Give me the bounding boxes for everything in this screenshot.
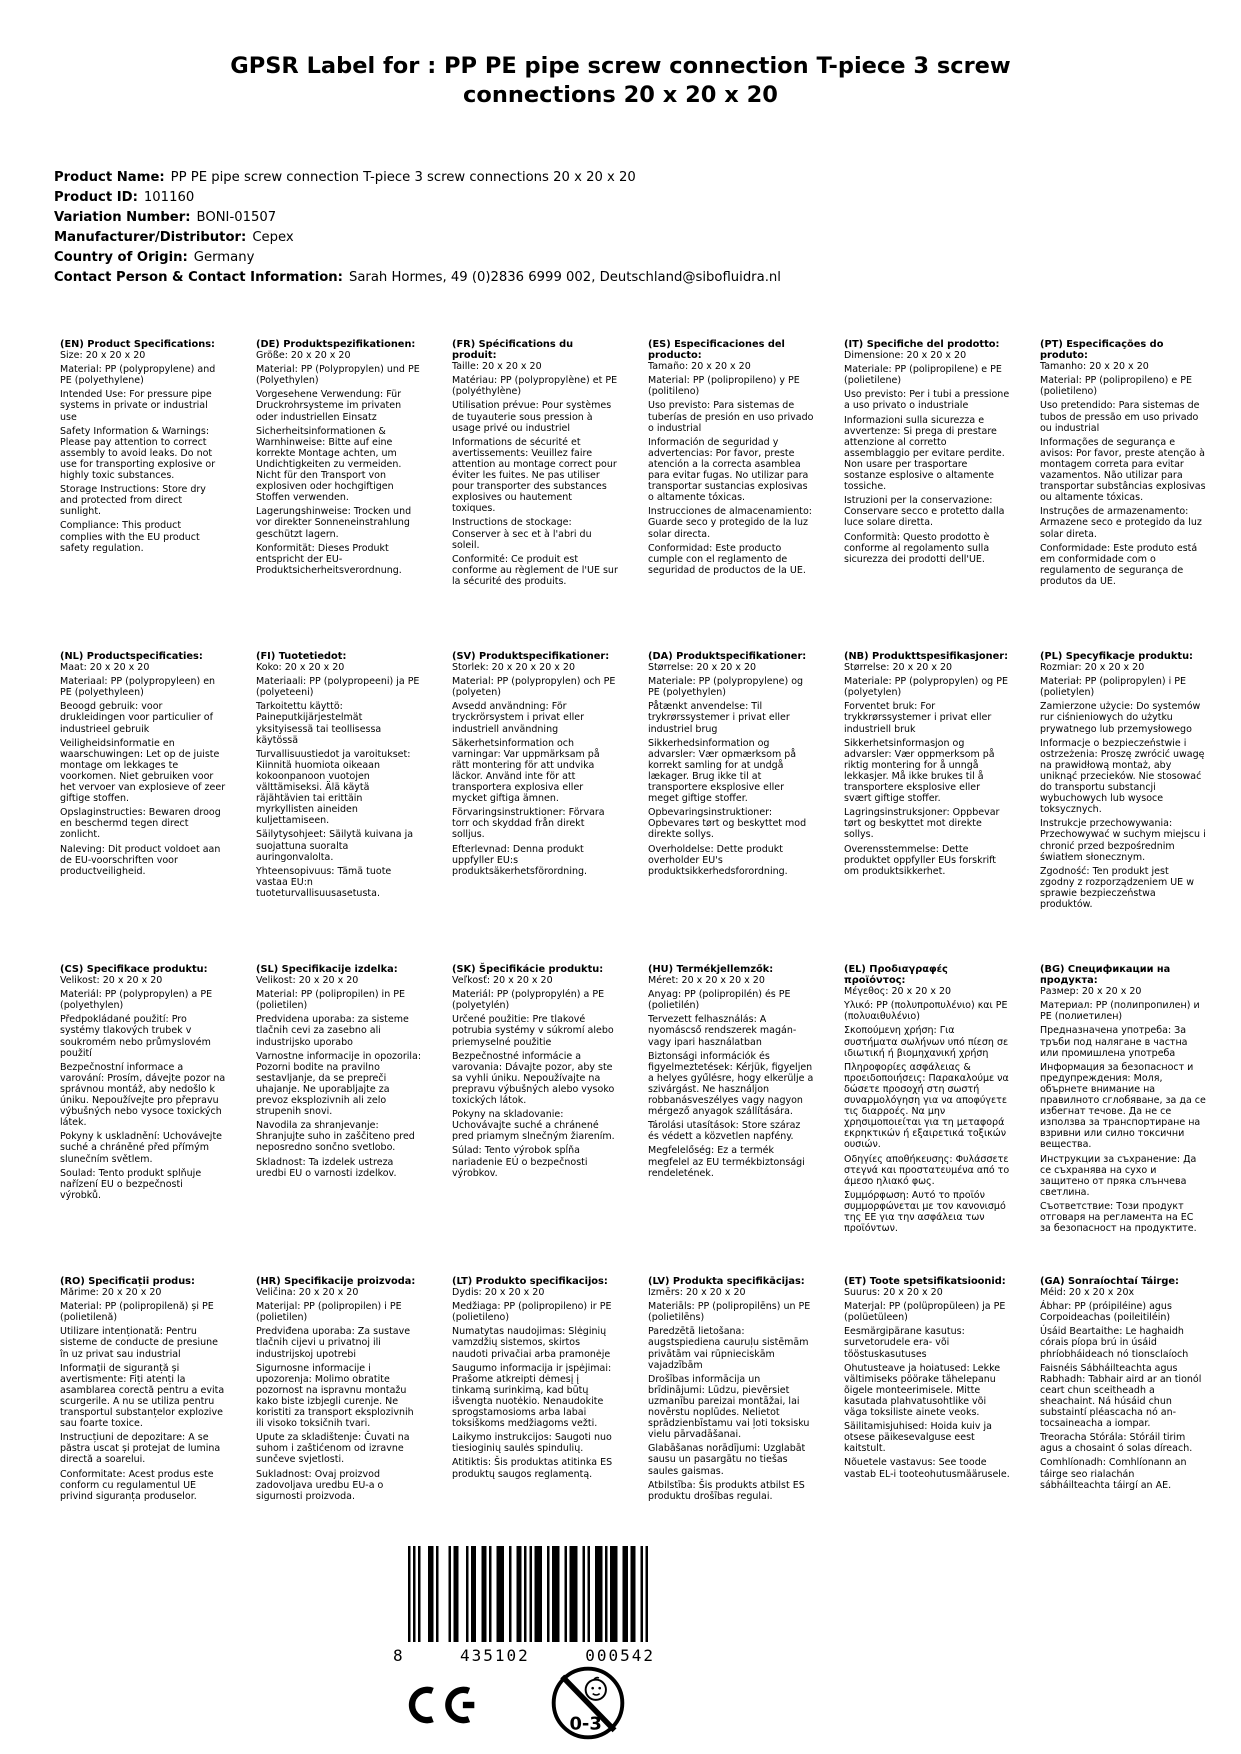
language-block-header: (HR) Specifikacije proizvoda: (256, 1276, 416, 1287)
language-block-paragraph: Størrelse: 20 x 20 x 20 (844, 662, 953, 674)
language-block-paragraph: Predvidena uporaba: za sisteme tlačnih cevi za zasebno ali industrijsko uporabo (256, 1014, 409, 1048)
language-block-paragraph: Instrucciones de almacenamiento: Guarde seco y protegido de la luz solar directa. (648, 506, 812, 540)
language-block-header: (EN) Product Specifications: (60, 339, 215, 350)
language-block-paragraph: Pokyny k uskladnění: Uchovávejte suché a chráněné před přímým slunečním světlem. (60, 1131, 223, 1165)
product-info-row (54, 268, 781, 288)
language-block-paragraph: Conformidad: Este producto cumple con el reglamento de seguridad de productos de la UE. (648, 542, 806, 576)
language-block-paragraph: Uso previsto: Para sistemas de tuberías de presión en uso privado o industrial (648, 400, 814, 434)
language-block-header: (BG) Спецификации на продукта: (1040, 964, 1171, 987)
barcode-digit-group: 8 (393, 1646, 405, 1665)
product-info-row (54, 208, 781, 228)
language-block-paragraph: Μέγεθος: 20 x 20 x 20 (844, 986, 952, 998)
language-block-paragraph: Material: PP (polypropylen) och PE (polyeten) (452, 676, 616, 699)
language-block-paragraph: Naleving: Dit product voldoet aan de EU-voorschriften voor productveiligheid. (60, 843, 221, 877)
product-info-row (54, 188, 781, 208)
product-info-row (54, 168, 781, 188)
language-block-paragraph: Instrukcje przechowywania: Przechowywać w suchym miejscu i chronić przed bezpośrednim światłem słonecznym. (1040, 818, 1206, 863)
language-block-paragraph: Tamanho: 20 x 20 x 20 (1040, 361, 1149, 373)
language-block-paragraph: Méret: 20 x 20 x 20 x 20 (648, 975, 765, 987)
language-block-paragraph: Dimensione: 20 x 20 x 20 (844, 350, 967, 362)
product-info-value: Sarah Hormes, 49 (0)2836 6999 002, Deutschland@sibofluidra.nl (348, 270, 781, 285)
language-block-paragraph: Συμμόρφωση: Αυτό το προϊόν συμμορφώνεται με τον κανονισμό της ΕΕ για την ασφάλεια των προϊόντων. (844, 1189, 1006, 1235)
language-grid (60, 339, 1206, 1502)
barcode-digit-group: 435102 (460, 1646, 530, 1665)
language-block-paragraph: Οδηγίες αποθήκευσης: Φυλάσσετε στεγνά και προστατευμένα από το άμεσο ηλιακό φως. (844, 1153, 1010, 1187)
language-block-paragraph: Säilytysohjeet: Säilytä kuivana ja suojattuna suoralta auringonvalolta. (256, 829, 414, 863)
language-block-cs (60, 964, 226, 1276)
language-block-paragraph: Tárolási utasítások: Store száraz és védett a közvetlen napfény. (648, 1120, 801, 1143)
language-block-header: (GA) Sonraíochtaí Táirge: (1040, 1276, 1179, 1287)
language-block-paragraph: Avsedd användning: För tryckrörsystem i privat eller industriell användning (452, 701, 585, 735)
language-block-paragraph: Dydis: 20 x 20 x 20 (452, 1287, 545, 1299)
language-block-header: (PT) Especificações do produto: (1040, 339, 1164, 362)
language-block-header: (SL) Specifikacije izdelka: (256, 964, 398, 975)
language-block-paragraph: Lagringsinstruksjoner: Oppbevar tørt og beskyttet mot direkte sollys. (844, 807, 1000, 841)
language-block-paragraph: Upute za skladištenje: Čuvati na suhom i zaštićenom od izravne sunčeve svjetlosti. (256, 1432, 410, 1466)
language-block-paragraph: Conformitate: Acest produs este conform cu regulamentul UE privind siguranța produselor. (60, 1468, 214, 1502)
language-block-paragraph: Navodila za shranjevanje: Shranjujte suho in zaščiteno pred neposredno sončno svetlobo. (256, 1120, 415, 1154)
product-info-value: 101160 (143, 190, 195, 205)
language-block-nb (844, 651, 1010, 964)
language-block-paragraph: Lagerungshinweise: Trocken und vor direkter Sonneneinstrahlung geschützt lagern. (256, 506, 412, 540)
language-block-paragraph: Material: PP (polipropileno) y PE (politileno) (648, 375, 800, 398)
barcode-digits (393, 1646, 655, 1665)
page-title: GPSR Label for : PP PE pipe screw connection T-piece 3 screw connections 20 x 20 x 20 (230, 53, 1011, 108)
language-block-paragraph: Säilitamisjuhised: Hoida kuiv ja otsese päikesevalguse eest kaitstult. (844, 1421, 992, 1455)
language-block-es (648, 339, 814, 651)
age-warning-0-3-icon (549, 1664, 627, 1742)
product-info (54, 168, 781, 288)
language-block-fi (256, 651, 422, 964)
language-block-paragraph: Materiál: PP (polypropylén) a PE (polyetylén) (452, 989, 605, 1012)
language-block-pl (1040, 651, 1206, 964)
language-block-paragraph: Tarkoitettu käyttö: Paineputkijärjestelmät yksityisessä tai teollisessa käytössä (256, 701, 382, 746)
language-block-paragraph: Informazioni sulla sicurezza e avvertenze: Si prega di prestare attenzione al corretto assemblaggio per evitare perdite. Non usare per trasportare sostanze esplosive o altamente tossiche. (844, 414, 1005, 493)
language-block-paragraph: Safety Information & Warnings: Please pay attention to correct assembly to avoid leaks. Do not use for transporting explosive or highly toxic substances. (60, 425, 216, 482)
language-block-paragraph: Materiale: PP (polipropilene) e PE (polietilene) (844, 364, 1002, 387)
language-block-paragraph: Předpokládané použití: Pro systémy tlakových trubek v soukromém nebo průmyslovém použití (60, 1014, 211, 1059)
language-block-sk (452, 964, 618, 1276)
language-block-lt (452, 1276, 618, 1502)
language-block-paragraph: Nõuetele vastavus: See toode vastab EL-i tooteohutusmäärusele. (844, 1457, 1010, 1480)
language-block-fr (452, 339, 618, 651)
language-block-paragraph: Koko: 20 x 20 x 20 (256, 662, 345, 674)
product-info-row (54, 248, 781, 268)
language-block-paragraph: Материал: PP (полипропилен) и PE (полиетилен) (1040, 1000, 1200, 1023)
language-block-nl (60, 651, 226, 964)
language-block-bg (1040, 964, 1206, 1276)
language-block-de (256, 339, 422, 651)
language-block-header: (NB) Produkttspesifikasjoner: (844, 651, 1008, 662)
language-block-el (844, 964, 1010, 1276)
language-block-paragraph: Určené použitie: Pre tlakové potrubia systémy v súkromí alebo priemyselné použitie (452, 1014, 614, 1048)
language-block-paragraph: Instructions de stockage: Conserver à sec et à l'abri du soleil. (452, 517, 592, 551)
language-block-header: (LT) Produkto specifikacijos: (452, 1276, 608, 1287)
language-block-paragraph: Size: 20 x 20 x 20 (60, 350, 146, 362)
language-block-paragraph: Soulad: Tento produkt splňuje nařízení EU o bezpečnosti výrobků. (60, 1167, 202, 1201)
language-block-paragraph: Materiál: PP (polypropylen) a PE (polyethylen) (60, 989, 213, 1012)
language-block-paragraph: Izmērs: 20 x 20 x 20 (648, 1287, 746, 1299)
language-block-sv (452, 651, 618, 964)
language-block-paragraph: Bezpečnostné informácie a varovania: Dávajte pozor, aby ste sa vyhli úniku. Nepoužívajte na prepravu výbušných alebo vysoko toxických látok. (452, 1050, 615, 1107)
language-block-header: (RO) Specificații produs: (60, 1276, 195, 1287)
language-block-paragraph: Υλικό: PP (πολυπροπυλένιο) και PE (πολυαιθυλένιο) (844, 1000, 1008, 1023)
language-block-ga (1040, 1276, 1206, 1502)
language-block-paragraph: Compliance: This product complies with the EU product safety regulation. (60, 520, 200, 554)
language-block-paragraph: Drošības informācija un brīdinājumi: Lūdzu, pievērsiet uzmanību pareizai montāžai, lai novērstu noplūdes. Nelietot sprādzienbīstamu vai ļoti toksisku vielu pārvadāšanai. (648, 1373, 810, 1441)
language-block-paragraph: Sukladnost: Ovaj proizvod zadovoljava uredbu EU-a o sigurnosti proizvoda. (256, 1468, 384, 1502)
language-block-paragraph: Yhteensopivuus: Tämä tuote vastaa EU:n tuoteturvallisuusasetusta. (256, 865, 392, 899)
language-block-paragraph: Informações de segurança e avisos: Por favor, preste atenção à montagem correta para evitar vazamentos. Não utilizar para transportar substâncias explosivas ou altamente tóxicas. (1040, 436, 1206, 504)
language-block-paragraph: Tamaño: 20 x 20 x 20 (648, 361, 751, 373)
language-block-header: (ET) Toote spetsifikatsioonid: (844, 1276, 1006, 1287)
language-block-paragraph: Varnostne informacije in opozorila: Pozorni bodite na pravilno sestavljanje, da se prepreči uhajanje. Ne uporabljajte za prevoz eksplozivnih ali zelo strupenih snovi. (256, 1050, 422, 1118)
language-block-paragraph: Materiale: PP (polypropylene) og PE (polyethylen) (648, 676, 804, 699)
language-block-paragraph: Tervezett felhasználás: A nyomáscső rendszerek magán- vagy ipari használatban (648, 1014, 797, 1048)
product-info-row (54, 228, 781, 248)
language-block-paragraph: Информация за безопасност и предупреждения: Моля, обърнете внимание на правилното сглобяване, за да се избегнат течове. Да не се използва за транспортиране на взривни или силно токсични вещества. (1040, 1061, 1206, 1151)
language-block-paragraph: Material: PP (Polypropylen) und PE (Polyethylen) (256, 364, 420, 387)
language-block-lv (648, 1276, 814, 1502)
language-block-paragraph: Materiaal: PP (polypropyleen) en PE (polyethyleen) (60, 676, 216, 699)
language-block-paragraph: Πληροφορίες ασφάλειας & προειδοποιήσεις: Παρακαλούμε να δώσετε προσοχή στη σωστή συναρμολόγηση για να αποφύγετε τις διαρροές. Να μην χρησιμοποιείται για τη μεταφορά εκρηκτικών ή εξαιρετικά τοξικών ουσιών. (844, 1061, 1009, 1151)
baby-face-icon (586, 1680, 606, 1700)
language-block-paragraph: Съответствие: Този продукт отговаря на регламента на ЕС за безопасност на продуктите. (1040, 1200, 1197, 1235)
language-block-paragraph: Información de seguridad y advertencias: Por favor, preste atención a la correcta asamblea para evitar fugas. No utilizar para transportar sustancias explosivas o altamente tóxicas. (648, 436, 809, 504)
language-block-paragraph: Maat: 20 x 20 x 20 (60, 662, 150, 674)
language-block-paragraph: Storage Instructions: Store dry and protected from direct sunlight. (60, 484, 206, 518)
language-block-paragraph: Overholdelse: Dette produkt overholder EU's produktsikkerhedsforordning. (648, 843, 788, 877)
language-block-paragraph: Biztonsági információk és figyelmeztetések: Kérjük, figyeljen a helyes gyűlésre, hogy elkerülje a szivárgást. Ne használjon robbanásveszélyes vagy nagyon mérgező anyagok szállítására. (648, 1050, 814, 1118)
language-block-ro (60, 1276, 226, 1502)
language-block-paragraph: Turvallisuustiedot ja varoitukset: Kiinnitä huomiota oikeaan kokoonpanoon vuotojen välttämiseksi. Älä käytä räjähtävien tai erittäin myrkyllisten aineiden kuljettamiseen. (256, 748, 411, 827)
product-info-label: Country of Origin: (54, 250, 188, 265)
language-block-paragraph: Pokyny na skladovanie: Uchovávajte suché a chránené pred priamym slnečným žiarením. (452, 1109, 615, 1143)
language-block-paragraph: Veličina: 20 x 20 x 20 (256, 1287, 359, 1299)
language-block-et (844, 1276, 1010, 1502)
language-block-paragraph: Eesmärgipärane kasutus: survetorudele era- või tööstuskasutuses (844, 1326, 965, 1360)
age-warning-text: 0-3 (569, 1713, 602, 1735)
language-block-header: (DE) Produktspezifikationen: (256, 339, 416, 350)
language-block-paragraph: Storlek: 20 x 20 x 20 x 20 (452, 662, 576, 674)
product-info-value: Germany (193, 250, 255, 265)
language-block-paragraph: Predviđena uporaba: Za sustave tlačnih cijevi u privatnoj ili industrijskoj upotrebi (256, 1326, 411, 1360)
language-block-paragraph: Säkerhetsinformation och varningar: Var uppmärksam på rätt montering för att undvika läckor. Använd inte för att transportera explosiva eller mycket giftiga ämnen. (452, 737, 600, 805)
language-block-paragraph: Ábhar: PP (próipiléine) agus Corpoideachas (poileitiléin) (1040, 1301, 1172, 1324)
product-info-label: Contact Person & Contact Information: (54, 270, 343, 285)
language-block-hr (256, 1276, 422, 1502)
language-block-paragraph: Konformität: Dieses Produkt entspricht der EU-Produktsicherheitsverordnung. (256, 542, 402, 576)
language-block-paragraph: Efterlevnad: Denna produkt uppfyller EU:s produktsäkerhetsförordning. (452, 843, 588, 877)
language-block-paragraph: Velikost: 20 x 20 x 20 (256, 975, 359, 987)
language-block-pt (1040, 339, 1206, 651)
language-block-hu (648, 964, 814, 1276)
language-block-header: (SK) Špecifikácie produktu: (452, 964, 604, 975)
language-block-paragraph: Sigurnosne informacije i upozorenja: Molimo obratite pozornost na ispravnu montažu kako biste izbjegli curenje. Ne koristiti za transport eksplozivnih ili visoko toksičnih tvari. (256, 1362, 414, 1430)
product-info-label: Product ID: (54, 190, 138, 205)
language-block-paragraph: Matériau: PP (polypropylène) et PE (polyéthylène) (452, 375, 618, 398)
language-block-header: (HU) Termékjellemzők: (648, 964, 774, 975)
language-block-paragraph: Påtænkt anvendelse: Til trykrørssystemer i privat eller industriel brug (648, 701, 790, 735)
language-block-header: (FI) Tuotetiedot: (256, 651, 347, 662)
language-block-paragraph: Instrucțiuni de depozitare: A se păstra uscat și protejat de lumina directă a soarelui. (60, 1432, 221, 1466)
language-block-paragraph: Sicherheitsinformationen & Warnhinweise: Bitte auf eine korrekte Montage achten, um Undichtigkeiten zu vermeiden. Nicht für den Transport von explosiven oder hochgiftigen Stoffen verwenden. (256, 425, 402, 504)
language-block-paragraph: Numatytas naudojimas: Slėginių vamzdžių sistemos, skirtos naudoti privačiai arba pramonėje (452, 1326, 611, 1360)
language-block-paragraph: Velikost: 20 x 20 x 20 (60, 975, 163, 987)
language-block-paragraph: Sikkerhetsinformasjon og advarsler: Vær oppmerksom på riktig montering for å unngå lekkasjer. Må ikke brukes til å transportere eksplosive eller svært giftige stoffer. (844, 737, 995, 805)
language-block-paragraph: Vorgesehene Verwendung: Für Druckrohrsysteme im privaten oder industriellen Einsatz (256, 389, 402, 423)
language-block-paragraph: Rozmiar: 20 x 20 x 20 (1040, 662, 1145, 674)
ean13-barcode (408, 1546, 648, 1642)
product-info-label: Variation Number: (54, 210, 191, 225)
language-block-paragraph: Skladnost: Ta izdelek ustreza uredbi EU o varnosti izdelkov. (256, 1156, 397, 1179)
language-block-da (648, 651, 814, 964)
language-block-paragraph: Utilisation prévue: Pour systèmes de tuyauterie sous pression à usage privé ou industriel (452, 400, 612, 434)
language-block-header: (DA) Produktspecifikationer: (648, 651, 807, 662)
language-block-paragraph: Anyag: PP (polipropilén) és PE (polietilén) (648, 989, 791, 1012)
language-block-paragraph: Taille: 20 x 20 x 20 (452, 361, 542, 373)
language-block-paragraph: Предназначена употреба: За тръби под налягане в частна или промишлена употреба (1040, 1025, 1188, 1059)
language-block-header: (LV) Produkta specifikācijas: (648, 1276, 805, 1287)
language-block-paragraph: Comhlíonadh: Comhlíonann an táirge seo rialachán sábháilteachta táirgí an AE. (1040, 1457, 1187, 1491)
language-block-header: (ES) Especificaciones del producto: (648, 339, 785, 362)
language-block-paragraph: Uso previsto: Per i tubi a pressione a uso privato o industriale (844, 389, 1010, 412)
language-block-it (844, 339, 1010, 651)
language-block-paragraph: Utilizare intenționată: Pentru sisteme de conducte de presiune în uz privat sau industrial (60, 1326, 218, 1360)
language-block-paragraph: Informations de sécurité et avertissements: Veuillez faire attention au montage correct pour éviter les fuites. Ne pas utiliser pour transporter des substances explosives ou hautement toxiques. (452, 436, 617, 515)
product-info-label: Product Name: (54, 170, 165, 185)
language-block-paragraph: Conformidade: Este produto está em conformidade com o regulamento de segurança de produtos da UE. (1040, 542, 1198, 587)
language-block-paragraph: Súlad: Tento výrobok spĺňa nariadenie EÚ o bezpečnosti výrobkov. (452, 1145, 588, 1179)
language-block-paragraph: Beoogd gebruik: voor drukleidingen voor particulier of industrieel gebruik (60, 701, 213, 735)
language-block-paragraph: Størrelse: 20 x 20 x 20 (648, 662, 757, 674)
barcode-digit-group: 000542 (585, 1646, 655, 1665)
language-block-paragraph: Intended Use: For pressure pipe systems in private or industrial use (60, 389, 212, 423)
language-block-paragraph: Saugumo informacija ir įspėjimai: Prašome atkreipti dėmesį į tinkamą surinkimą, kad būtų išvengta nuotėkio. Nenaudokite sprogstamosioms arba labai toksiškoms medžiagoms vežti. (452, 1362, 612, 1430)
language-block-paragraph: Materiāls: PP (polipropilēns) un PE (polietilēns) (648, 1301, 811, 1324)
language-block-header: (EL) Προδιαγραφές προϊόντος: (844, 964, 948, 987)
language-block-header: (FR) Spécifications du produit: (452, 339, 574, 362)
language-block-paragraph: Úsáid Beartaithe: Le haghaidh córais píopa brú in úsáid phríobháideach nó tionsclaíoch (1040, 1326, 1189, 1360)
language-block-paragraph: Megfelelőség: Ez a termék megfelel az EU termékbiztonsági rendeletének. (648, 1145, 805, 1179)
language-block-paragraph: Sikkerhedsinformation og advarsler: Vær opmærksom på korrekt samling for at undgå lækager. Brug ikke til at transportere eksplosive eller meget giftige stoffer. (648, 737, 797, 805)
product-info-value: BONI-01507 (196, 210, 277, 225)
language-block-paragraph: Инструкции за съхранение: Да се съхранява на сухо и защитено от пряка слънчева светлина. (1040, 1153, 1197, 1198)
language-block-header: (SV) Produktspecifikationer: (452, 651, 610, 662)
language-block-paragraph: Overensstemmelse: Dette produktet oppfyller EUs forskrift om produktsikkerhet. (844, 843, 997, 877)
language-block-paragraph: Materjal: PP (polüpropüleen) ja PE (polüetüleen) (844, 1301, 1006, 1324)
language-block-header: (IT) Specifiche del prodotto: (844, 339, 1000, 350)
language-block-paragraph: Размер: 20 x 20 x 20 (1040, 986, 1142, 998)
language-block-paragraph: Zamierzone użycie: Do systemów rur ciśnieniowych do użytku prywatnego lub przemysłowego (1040, 701, 1201, 735)
language-block-paragraph: Veiligheidsinformatie en waarschuwingen: Let op de juiste montage om lekkages te voorkomen. Niet gebruiken voor het vervoer van explosieve of zeer giftige stoffen. (60, 737, 226, 805)
language-block-paragraph: Treoracha Stórála: Stóráil tirim agus a chosaint ó solas díreach. (1040, 1432, 1193, 1455)
product-info-value: Cepex (252, 230, 294, 245)
language-block-paragraph: Materijal: PP (polipropilen) i PE (polietilen) (256, 1301, 402, 1324)
language-block-paragraph: Ohutusteave ja hoiatused: Lekke vältimiseks pöörake tähelepanu õigele monteerimisele. Mitte kasutada plahvatusohtlike või väga toksiliste ainete veoks. (844, 1362, 1001, 1419)
language-block-paragraph: Bezpečnostní informace a varování: Prosím, dávejte pozor na správnou montáž, aby nedošlo k úniku. Nepoužívejte pro přepravu výbušných nebo vysoce toxických látek. (60, 1061, 226, 1129)
ce-mark-icon (405, 1674, 475, 1736)
language-block-header: (NL) Productspecificaties: (60, 651, 203, 662)
language-block-paragraph: Materiał: PP (polipropylen) i PE (polietylen) (1040, 676, 1186, 699)
language-block-paragraph: Medžiaga: PP (polipropileno) ir PE (polietileno) (452, 1301, 612, 1324)
language-block-paragraph: Mărime: 20 x 20 x 20 (60, 1287, 162, 1299)
language-block-paragraph: Paredzētā lietošana: augstspiediena cauruļu sistēmām privātām vai rūpnieciskām vajadzībām (648, 1326, 809, 1371)
language-block-paragraph: Zgodność: Ten produkt jest zgodny z rozporządzeniem UE w sprawie bezpieczeństwa produktów. (1040, 865, 1194, 910)
language-block-paragraph: Veľkosť: 20 x 20 x 20 (452, 975, 553, 987)
language-block-paragraph: Conformità: Questo prodotto è conforme al regolamento sulla sicurezza dei prodotti dell'UE. (844, 531, 990, 565)
language-block-paragraph: Uso pretendido: Para sistemas de tubos de pressão em uso privado ou industrial (1040, 400, 1200, 434)
language-block-paragraph: Atbilstība: Šis produkts atbilst ES produktu drošības regulai. (648, 1479, 805, 1502)
language-block-paragraph: Σκοπούμενη χρήση: Για συστήματα σωλήνων υπό πίεση σε ιδιωτική ή βιομηχανική χρήση (844, 1025, 1009, 1059)
language-block-paragraph: Material: PP (polypropylene) and PE (polyethylene) (60, 364, 216, 387)
language-block-paragraph: Méid: 20 x 20 x 20x (1040, 1287, 1135, 1299)
language-block-paragraph: Material: PP (polipropilen) in PE (polietilen) (256, 989, 405, 1012)
language-block-paragraph: Suurus: 20 x 20 x 20 (844, 1287, 943, 1299)
language-block-paragraph: Glabāšanas norādījumi: Uzglabāt sausu un pasargātu no tiešas saules gaismas. (648, 1443, 806, 1477)
language-block-en (60, 339, 226, 651)
language-block-paragraph: Istruzioni per la conservazione: Conservare secco e protetto dalla luce solare diretta. (844, 495, 1005, 529)
language-block-header: (PL) Specyfikacje produktu: (1040, 651, 1193, 662)
language-block-paragraph: Material: PP (polipropilenă) și PE (polietilenă) (60, 1301, 214, 1324)
language-block-paragraph: Conformité: Ce produit est conforme au règlement de l'UE sur la sécurité des produits. (452, 553, 618, 587)
language-block-paragraph: Materiale: PP (polypropylen) og PE (polyetylen) (844, 676, 1008, 699)
language-block-sl (256, 964, 422, 1276)
language-block-paragraph: Atitiktis: Šis produktas atitinka ES produktų saugos reglamentą. (452, 1457, 613, 1480)
language-block-paragraph: Material: PP (polipropileno) e PE (polietileno) (1040, 375, 1192, 398)
language-block-paragraph: Größe: 20 x 20 x 20 (256, 350, 351, 362)
language-block-paragraph: Opbevaringsinstruktioner: Opbevares tørt og beskyttet mod direkte sollys. (648, 807, 807, 841)
language-block-paragraph: Informații de siguranță și avertismente: Fiți atenți la asamblarea corectă pentru a evita scurgerile. A nu se utiliza pentru transportul substanțelor explozive sau foarte toxice. (60, 1362, 225, 1430)
product-info-label: Manufacturer/Distributor: (54, 230, 247, 245)
language-block-paragraph: Materiaali: PP (polypropeeni) ja PE (polyeteeni) (256, 676, 420, 699)
language-block-header: (CS) Specifikace produktu: (60, 964, 208, 975)
language-block-paragraph: Opslaginstructies: Bewaren droog en beschermd tegen direct zonlicht. (60, 807, 221, 841)
language-block-paragraph: Instruções de armazenamento: Armazene seco e protegido da luz solar direta. (1040, 506, 1202, 540)
language-block-paragraph: Laikymo instrukcijos: Saugoti nuo tiesioginių saulės spindulių. (452, 1432, 612, 1455)
language-block-paragraph: Forventet bruk: For trykkrørssystemer i privat eller industriell bruk (844, 701, 992, 735)
product-info-value: PP PE pipe screw connection T-piece 3 screw connections 20 x 20 x 20 (170, 170, 636, 185)
language-block-paragraph: Informacje o bezpieczeństwie i ostrzeżenia: Proszę zwrócić uwagę na prawidłową montaż, aby uniknąć przecieków. Nie stosować do transportu substancji wybuchowych lub wysoce toksycznych. (1040, 737, 1205, 816)
language-block-paragraph: Förvaringsinstruktioner: Förvara torr och skyddad från direkt solljus. (452, 807, 605, 841)
language-block-paragraph: Faisnéis Sábháilteachta agus Rabhadh: Tabhair aird ar an tionól ceart chun sceitheadh a sheachaint. Ná húsáid chun substaintí pléascacha nó an-tocsaineacha a iompar. (1040, 1362, 1202, 1430)
